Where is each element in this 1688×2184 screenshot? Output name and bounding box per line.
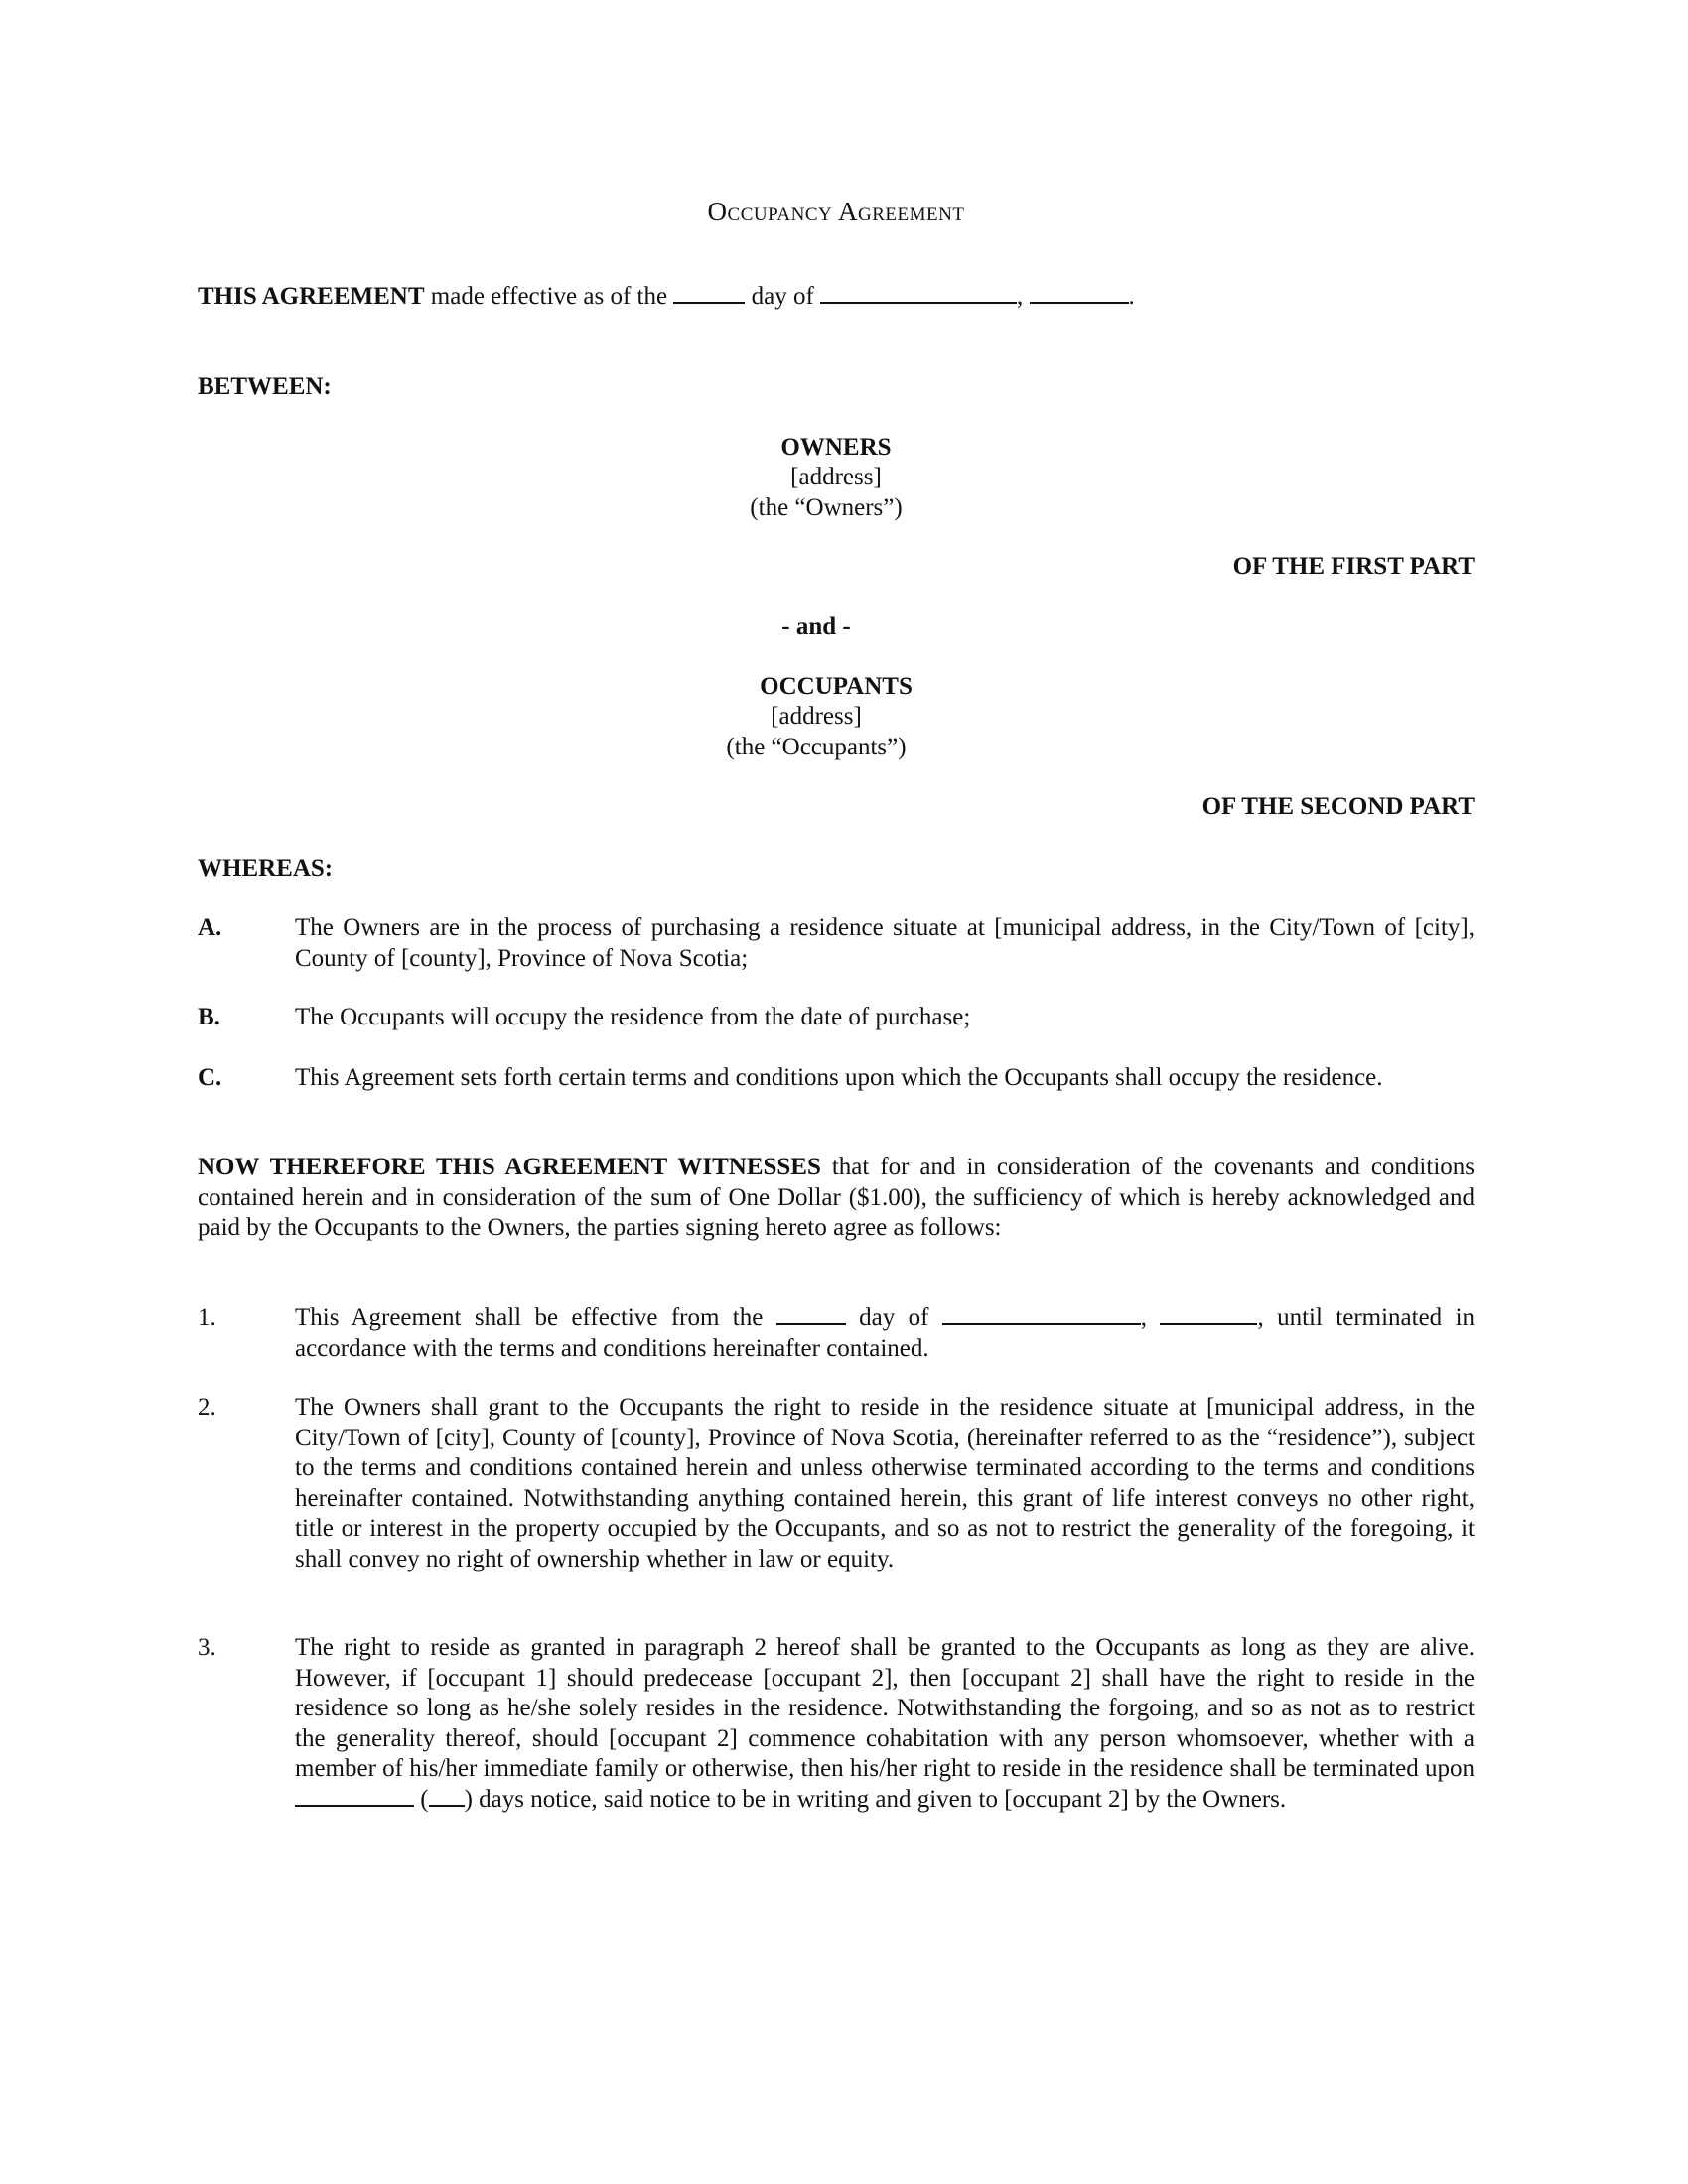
recital-label: A. <box>198 914 222 941</box>
recital-c <box>198 1063 1475 1094</box>
clause-text-part: , until terminated in accordance with the terms and conditions hereinafter contained. <box>295 1304 1476 1362</box>
clause-text-part: day of <box>845 1304 942 1331</box>
clause-label: 2. <box>198 1394 216 1421</box>
recital-label: B. <box>198 1004 220 1030</box>
clause-text-part: ( <box>414 1785 429 1813</box>
notice-days-words-blank[interactable] <box>295 1787 414 1807</box>
agreement-intro <box>198 282 1475 313</box>
between-label: BETWEEN: <box>198 373 332 400</box>
clause-text: The Owners shall grant to the Occupants the right to reside in the residence situate at [municipal address, in the City/Town of [city], County of [county], Province of Nova Scotia, (hereinafter referred to as the “residence”), subject to the terms and conditions contained herein and unless otherwise terminated according to the terms and conditions hereinafter contained. Notwithstanding anything contained herein, this grant of life interest conveys no other right, title or interest in the property occupied by the Occupants, and so as not to restrict the generality of the foregoing, it shall convey no right of ownership whether in law or equity. <box>295 1394 1475 1572</box>
clause-text-part: This Agreement shall be effective from the <box>295 1304 776 1331</box>
recital-text: The Occupants will occupy the residence from the date of purchase; <box>295 1004 971 1030</box>
recital-text: This Agreement sets forth certain terms and conditions upon which the Occupants shall occupy the residence. <box>295 1064 1383 1091</box>
clause-2 <box>198 1393 1475 1574</box>
party2-address: [address] <box>771 703 862 730</box>
witnesseth-text: that for and in consideration of the covenants and conditions contained herein and in consideration of the sum of One Dollar ($1.00), the sufficiency of which is hereby acknowledged and paid by the Occupants to the Owners, the parties signing hereto agree as follows: <box>198 1154 1475 1241</box>
clause-3 <box>198 1633 1475 1815</box>
day-blank[interactable] <box>776 1305 846 1325</box>
recital-b <box>198 1003 1475 1033</box>
intro-text: , <box>1017 283 1030 310</box>
clause-label: 3. <box>198 1634 216 1661</box>
intro-text: . <box>1128 283 1135 310</box>
intro-text: day of <box>745 283 821 310</box>
clause-text <box>295 1633 1475 1815</box>
party2-name: OCCUPANTS <box>760 673 913 700</box>
year-blank[interactable] <box>1030 284 1129 304</box>
whereas-label: WHEREAS: <box>198 855 334 882</box>
party1-defined: (the “Owners”) <box>750 494 903 521</box>
month-blank[interactable] <box>820 284 1017 304</box>
document-title: Occupancy Agreement <box>707 197 965 226</box>
clause-text-part: ) days notice, said notice to be in writing and given to [occupant 2] by the Owners. <box>464 1785 1287 1813</box>
clause-text-part: , <box>1140 1304 1161 1331</box>
notice-days-number-blank[interactable] <box>429 1787 465 1807</box>
party1-name: OWNERS <box>780 434 892 461</box>
witnesseth-paragraph <box>198 1153 1475 1244</box>
recital-label: C. <box>198 1064 222 1091</box>
recital-text: The Owners are in the process of purchasing a residence situate at [municipal address, in the City/Town of [city], County of [county], Province of Nova Scotia; <box>295 914 1475 972</box>
witnesseth-bold: NOW THEREFORE THIS AGREEMENT WITNESSES <box>198 1154 821 1180</box>
clause-text-part: The right to reside as granted in paragraph 2 hereof shall be granted to the Occupants as long as they are alive. However, if [occupant 1] should predecease [occupant 2], then [occupant 2] shall have the right to reside in the residence so long as he/she solely resides in the residence. Notwithstanding the forgoing, and so as not as to restrict the generality thereof, should [occupant 2] commence cohabitation with any person whomsoever, whether with a member of his/her immediate family or otherwise, then his/her right to reside in the residence shall be terminated upon <box>295 1634 1475 1782</box>
intro-text: made effective as of the <box>424 283 674 310</box>
party2-defined: (the “Occupants”) <box>726 734 907 760</box>
party1-part: OF THE FIRST PART <box>1232 553 1475 580</box>
party1-address: [address] <box>790 464 882 490</box>
clause-text <box>295 1303 1475 1364</box>
party2-part: OF THE SECOND PART <box>1201 793 1475 820</box>
day-blank[interactable] <box>673 284 745 304</box>
month-blank[interactable] <box>942 1305 1141 1325</box>
recital-a <box>198 913 1475 974</box>
clause-label: 1. <box>198 1304 216 1331</box>
and-label: - and - <box>781 614 851 640</box>
clause-1 <box>198 1303 1475 1364</box>
intro-bold: THIS AGREEMENT <box>198 283 425 310</box>
year-blank[interactable] <box>1160 1305 1257 1325</box>
